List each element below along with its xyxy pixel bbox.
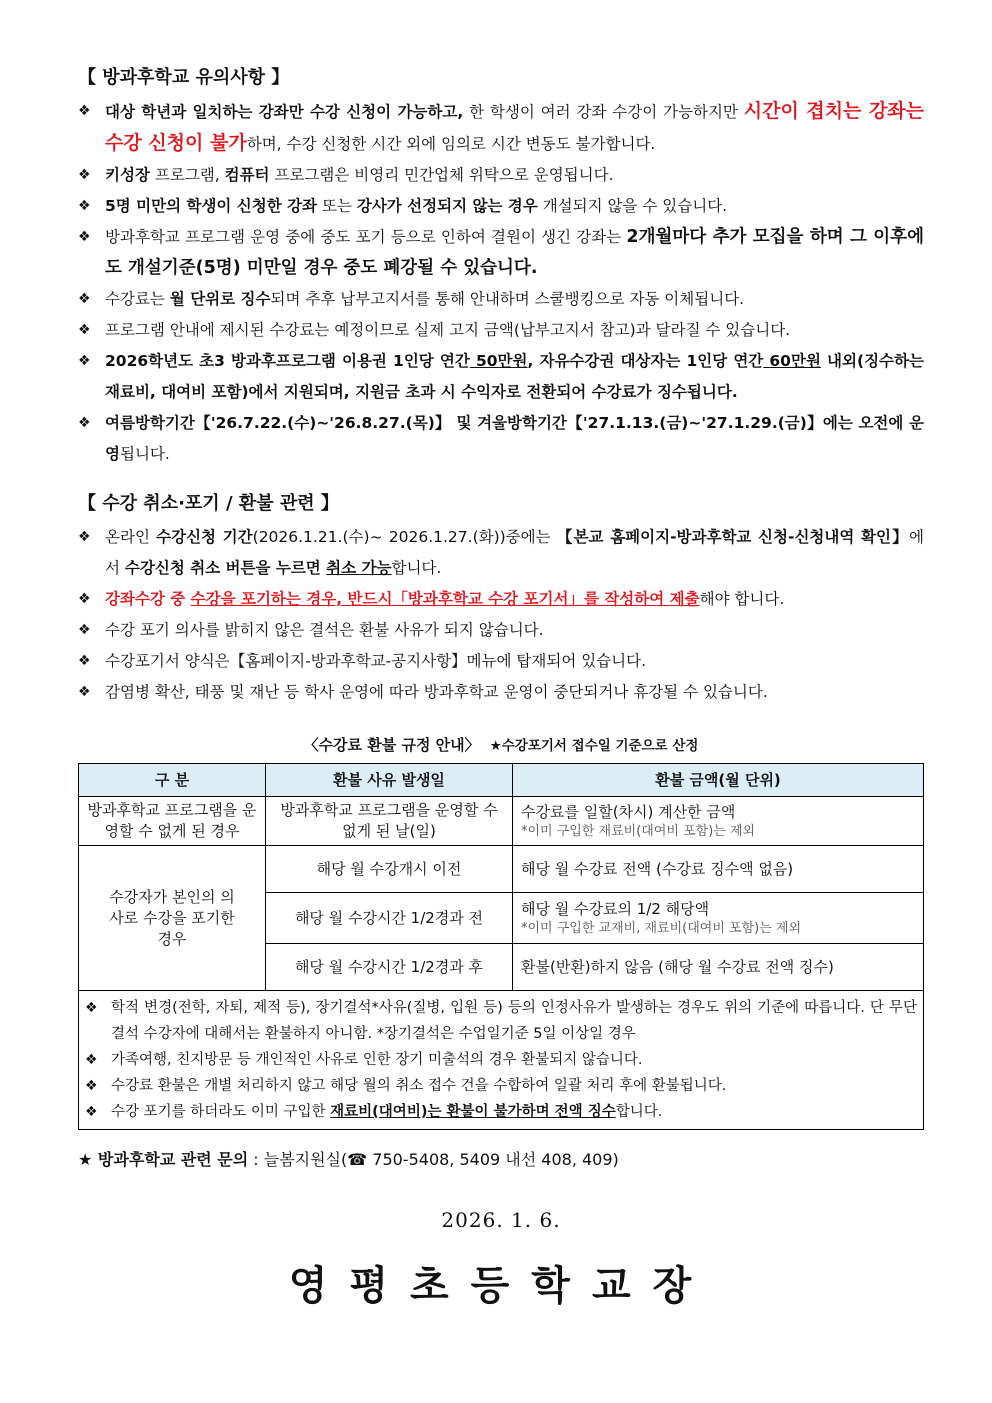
bullet-icon: ❖ <box>85 1078 98 1094</box>
cell-amount: 환불(반환)하지 않음 (해당 월 수강료 전액 징수) <box>513 944 924 991</box>
list-item: ❖ 가족여행, 친지방문 등 개인적인 사유로 인한 장기 미출석의 경우 환불되지 않습니다. <box>85 1047 917 1073</box>
cell-date: 해당 월 수강시간 1/2경과 후 <box>266 944 513 991</box>
list-item: ❖ 강좌수강 중 수강을 포기하는 경우, 반드시「방과후학교 수강 포기서」를 작성하여 제출해야 합니다. <box>78 584 924 615</box>
section-title-precautions: 【 방과후학교 유의사항 】 <box>78 67 290 88</box>
inquiry-line: ★ 방과후학교 관련 문의 : 늘봄지원실(☎ 750-5408, 5409 내선 408, 409) <box>78 1150 619 1169</box>
list-item: ❖ 대상 학년과 일치하는 강좌만 수강 신청이 가능하고, 한 학생이 여러 강좌 수강이 가능하지만 시간이 겹치는 강좌는 수강 신청이 불가하며, 수강 신청한 시간 외에 임의로 시간 변동도 불가합니다. <box>78 96 924 160</box>
table-notes-row <box>79 991 924 1130</box>
cell-amount: 해당 월 수강료의 1/2 해당액 *이미 구입한 교재비, 재료비(대여비 포함)는 제외 <box>513 893 924 944</box>
cell-date: 해당 월 수강개시 이전 <box>266 846 513 893</box>
cell-amount: 수강료를 일할(차시) 계산한 금액 *이미 구입한 재료비(대여비 포함)는 제외 <box>513 797 924 846</box>
bullet-icon: ❖ <box>78 291 91 307</box>
header-category: 구 분 <box>79 764 266 797</box>
cell-date: 해당 월 수강시간 1/2경과 전 <box>266 893 513 944</box>
section-title-refund: 【 수강 취소·포기 / 환불 관련 】 <box>78 493 339 514</box>
bullet-icon: ❖ <box>78 322 91 338</box>
bullet-icon: ❖ <box>78 529 91 545</box>
list-item: ❖ 프로그램 안내에 제시된 수강료는 예정이므로 실제 고지 금액(납부고지서 참고)과 달라질 수 있습니다. <box>78 315 924 346</box>
cell-category: 수강자가 본인의 의사로 수강을 포기한 경우 <box>79 846 266 991</box>
bullet-icon: ❖ <box>78 622 91 638</box>
refund-notes-list <box>78 522 924 708</box>
cell-date: 방과후학교 프로그램을 운영할 수 없게 된 날(일) <box>266 797 513 846</box>
list-item: ❖ 수강료는 월 단위로 징수되며 추후 납부고지서를 통해 안내하며 스쿨뱅킹으로 자동 이체됩니다. <box>78 284 924 315</box>
principal-signature: 영평초등학교장 <box>288 1262 714 1309</box>
bullet-icon: ❖ <box>85 1104 98 1120</box>
bullet-icon: ❖ <box>78 229 91 245</box>
bullet-icon: ❖ <box>78 198 91 214</box>
list-item: ❖ 5명 미만의 학생이 신청한 강좌 또는 강사가 선정되지 않는 경우 개설되지 않을 수 있습니다. <box>78 191 924 222</box>
bullet-icon: ❖ <box>78 653 91 669</box>
list-item: ❖ 온라인 수강신청 기간(2026.1.21.(수)~ 2026.1.27.(화))중에는 【본교 홈페이지-방과후학교 신청-신청내역 확인】에서 수강신청 취소 버튼을 누르면 취소 가능합니다. <box>78 522 924 584</box>
refund-table-caption: 〈수강료 환불 규정 안내〉 ★수강포기서 접수일 기준으로 산정 <box>303 736 699 754</box>
notice-page <box>78 64 924 1311</box>
bullet-icon: ❖ <box>78 415 91 431</box>
table-row <box>79 846 924 893</box>
bullet-icon: ❖ <box>78 167 91 183</box>
table-row <box>79 797 924 846</box>
refund-table <box>78 763 924 1130</box>
list-item: ❖ 수강포기서 양식은【홈페이지-방과후학교-공지사항】메뉴에 탑재되어 있습니다. <box>78 646 924 677</box>
document-date: 2026. 1. 6. <box>441 1208 561 1232</box>
list-item: ❖ 키성장 프로그램, 컴퓨터 프로그램은 비영리 민간업체 위탁으로 운영됩니다. <box>78 160 924 191</box>
list-item: ❖ 감염병 확산, 태풍 및 재난 등 학사 운영에 따라 방과후학교 운영이 중단되거나 휴강될 수 있습니다. <box>78 677 924 708</box>
bullet-icon: ❖ <box>78 684 91 700</box>
cell-category: 방과후학교 프로그램을 운영할 수 없게 된 경우 <box>79 797 266 846</box>
header-amount: 환불 금액(월 단위) <box>513 764 924 797</box>
bullet-icon: ❖ <box>85 1052 98 1068</box>
table-notes <box>79 991 924 1130</box>
list-item: ❖ 2026학년도 초3 방과후프로그램 이용권 1인당 연간 50만원, 자유수강권 대상자는 1인당 연간 60만원 내외(징수하는 재료비, 대여비 포함)에서 지원되며, 지원금 초과 시 수익자로 전환되어 수강료가 징수됩니다. <box>78 346 924 408</box>
list-item: ❖ 수강 포기를 하더라도 이미 구입한 재료비(대여비)는 환불이 불가하며 전액 징수합니다. <box>85 1099 917 1125</box>
list-item: ❖ 수강료 환불은 개별 처리하지 않고 해당 월의 취소 접수 건을 수합하여 일괄 처리 후에 환불됩니다. <box>85 1073 917 1099</box>
phone-icon-text: 늘봄지원실(☎ 750-5408, 5409 내선 408, 409) <box>263 1150 619 1169</box>
list-item: ❖ 여름방학기간【'26.7.22.(수)~'26.8.27.(목)】 및 겨울방학기간【'27.1.13.(금)~'27.1.29.(금)】에는 오전에 운영됩니다. <box>78 408 924 470</box>
cell-amount: 해당 월 수강료 전액 (수강료 징수액 없음) <box>513 846 924 893</box>
list-item: ❖ 학적 변경(전학, 자퇴, 제적 등), 장기결석*사유(질병, 입원 등) 등의 인정사유가 발생하는 경우도 위의 기준에 따릅니다. 단 무단결석 수강자에 대해서는 환불하지 아니함. *장기결석은 수업일기준 5일 이상일 경우 <box>85 995 917 1047</box>
list-item: ❖ 수강 포기 의사를 밝히지 않은 결석은 환불 사유가 되지 않습니다. <box>78 615 924 646</box>
precautions-list <box>78 96 924 470</box>
bullet-icon: ❖ <box>78 591 91 607</box>
bullet-icon: ❖ <box>78 353 91 369</box>
list-item: ❖ 방과후학교 프로그램 운영 중에 중도 포기 등으로 인하여 결원이 생긴 강좌는 2개월마다 추가 모집을 하며 그 이후에도 개설기준(5명) 미만일 경우 중도 폐강될 수 있습니다. <box>78 222 924 284</box>
bullet-icon: ❖ <box>85 1000 98 1016</box>
header-date: 환불 사유 발생일 <box>266 764 513 797</box>
table-header-row <box>79 764 924 797</box>
bullet-icon: ❖ <box>78 103 91 119</box>
